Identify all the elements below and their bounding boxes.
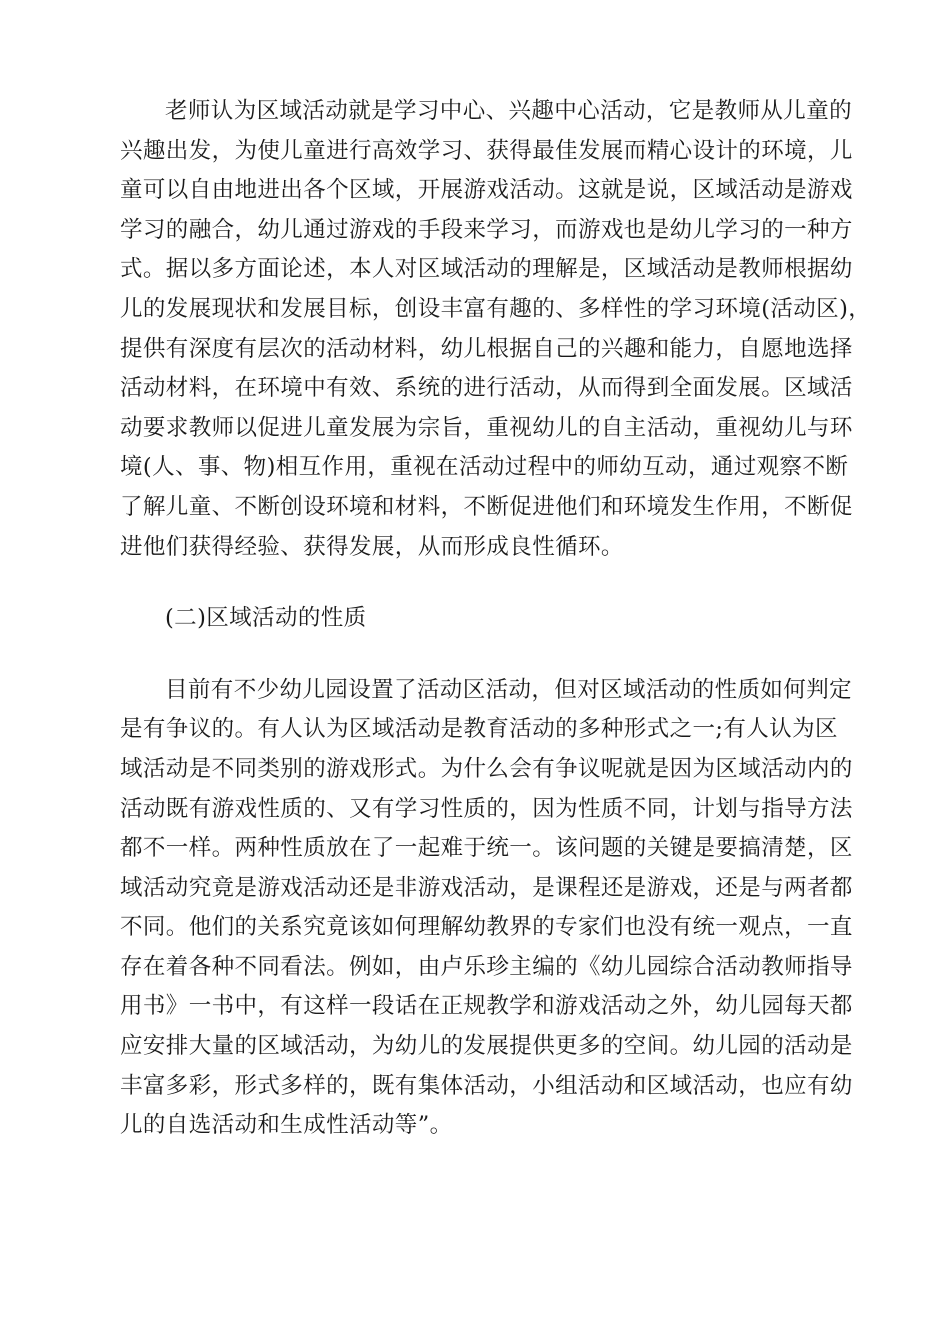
paragraph-line: 丰富多彩，形式多样的，既有集体活动，小组活动和区域活动，也应有幼 [120,1072,853,1099]
paragraph-line: 进他们获得经验、获得发展，从而形成良性循环。 [120,533,624,560]
paragraph-line: 活动既有游戏性质的、又有学习性质的，因为性质不同，计划与指导方法 [120,795,853,822]
paragraph-line: 用书》一书中，有这样一段话在正规教学和游戏活动之外，幼儿园每天都 [120,993,853,1020]
paragraph-line: 动要求教师以促进儿童发展为宗旨，重视幼儿的自主活动，重视幼儿与环 [120,414,853,441]
paragraph-line: 式。据以多方面论述，本人对区域活动的理解是，区域活动是教师根据幼 [120,256,853,283]
paragraph-line: 目前有不少幼儿园设置了活动区活动，但对区域活动的性质如何判定 [165,676,853,703]
paragraph-line: 活动材料，在环境中有效、系统的进行活动，从而得到全面发展。区域活 [120,375,853,402]
paragraph-2 [120,671,853,1146]
section-heading: (二)区域活动的性质 [165,605,367,632]
paragraph-line: 境(人、事、物)相互作用，重视在活动过程中的师幼互动，通过观察不断 [120,454,849,481]
paragraph-1 [120,92,872,567]
paragraph-line: 不同。他们的关系究竟该如何理解幼教界的专家们也没有统一观点，一直 [120,914,853,941]
paragraph-line: 了解儿童、不断创设环境和材料，不断促进他们和环境发生作用，不断促 [120,493,853,520]
paragraph-line: 儿的发展现状和发展目标，创设丰富有趣的、多样性的学习环境(活动区)， [120,295,872,322]
paragraph-line: 老师认为区域活动就是学习中心、兴趣中心活动，它是教师从儿童的 [165,98,853,124]
paragraph-line: 存在着各种不同看法。例如，由卢乐珍主编的《幼儿园综合活动教师指导 [120,953,853,980]
paragraph-gap [120,639,832,671]
paragraph-line: 应安排大量的区域活动，为幼儿的发展提供更多的空间。幼儿园的活动是 [120,1033,853,1060]
paragraph-line: 域活动究竟是游戏活动还是非游戏活动，是课程还是游戏，还是与两者都 [120,874,853,901]
paragraph-line: 兴趣出发，为使儿童进行高效学习、获得最佳发展而精心设计的环境，儿 [120,137,853,164]
document-body [120,92,872,1146]
paragraph-line: 童可以自由地进出各个区域，开展游戏活动。这就是说，区域活动是游戏 [120,177,853,204]
paragraph-line: 学习的融合，幼儿通过游戏的手段来学习，而游戏也是幼儿学习的一种方 [120,216,853,243]
paragraph-line: 儿的自选活动和生成性活动等”。 [120,1112,453,1139]
paragraph-gap [120,567,832,599]
paragraph-line: 是有争议的。有人认为区域活动是教育活动的多种形式之一;有人认为区 [120,716,838,743]
paragraph-line: 提供有深度有层次的活动材料，幼儿根据自己的兴趣和能力，自愿地选择 [120,335,853,362]
paragraph-line: 都不一样。两种性质放在了一起难于统一。该问题的关键是要搞清楚，区 [120,835,853,862]
paragraph-line: 域活动是不同类别的游戏形式。为什么会有争议呢就是因为区域活动内的 [120,755,853,782]
